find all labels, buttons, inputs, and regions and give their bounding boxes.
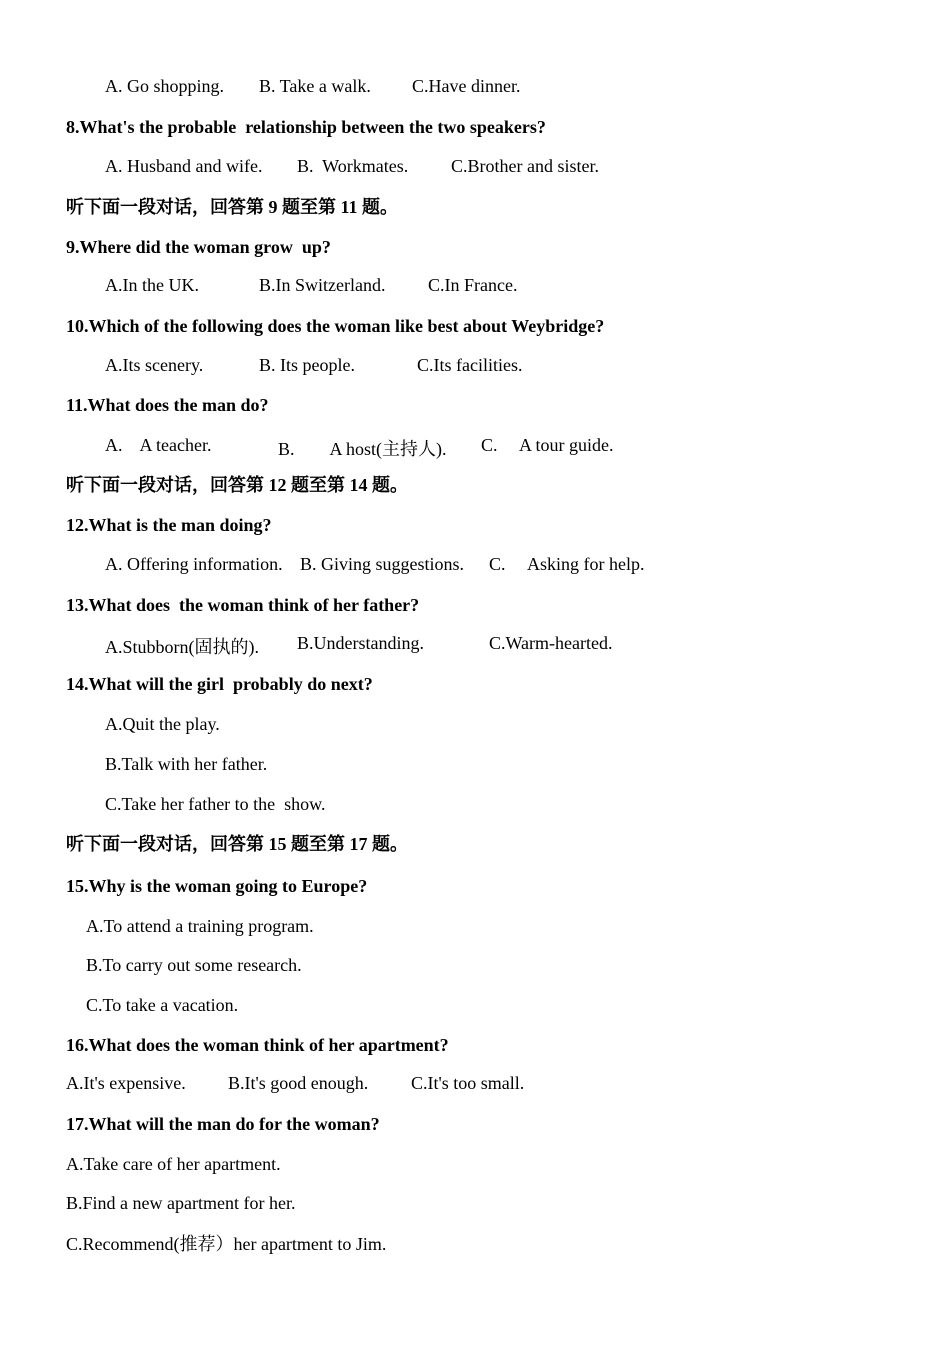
q16-option-a: A.It's expensive. (66, 1073, 186, 1093)
q10-option-c: C.Its facilities. (417, 355, 523, 375)
q13-option-c: C.Warm-hearted. (489, 633, 613, 653)
q9-option-b: B.In Switzerland. (259, 275, 386, 295)
q9-option-a: A.In the UK. (105, 275, 199, 295)
q9-option-c: C.In France. (428, 275, 518, 295)
q14-option-b: B.Talk with her father. (105, 754, 268, 774)
q11-question: 11.What does the man do? (66, 395, 269, 415)
q13-question: 13.What does the woman think of her father? (66, 595, 420, 615)
q14-question: 14.What will the girl probably do next? (66, 674, 373, 694)
q16-question: 16.What does the woman think of her apartment? (66, 1035, 449, 1055)
q10-option-b: B. Its people. (259, 355, 355, 375)
q11-option-b: B. A host(主持人). (278, 439, 447, 459)
q8-option-b: B. Workmates. (297, 156, 409, 176)
q12-option-b: B. Giving suggestions. (300, 554, 465, 574)
q10-question: 10.Which of the following does the woman like best about Weybridge? (66, 316, 605, 336)
q9-question: 9.Where did the woman grow up? (66, 237, 331, 257)
q15-question: 15.Why is the woman going to Europe? (66, 876, 368, 896)
section-heading-9-11: 听下面一段对话，回答第 9 题至第 11 题。 (66, 197, 399, 217)
q17-question: 17.What will the man do for the woman? (66, 1114, 380, 1134)
q13-option-b: B.Understanding. (297, 633, 424, 653)
q11-option-c: C. A tour guide. (481, 435, 614, 455)
q17-option-a: A.Take care of her apartment. (66, 1154, 281, 1174)
q17-option-b: B.Find a new apartment for her. (66, 1193, 296, 1213)
q8-option-a: A. Husband and wife. (105, 156, 263, 176)
section-heading-12-14: 听下面一段对话，回答第 12 题至第 14 题。 (66, 475, 408, 495)
q8-option-c: C.Brother and sister. (451, 156, 599, 176)
q11-option-a: A. A teacher. (105, 435, 212, 455)
q17-option-c: C.Recommend(推荐）her apartment to Jim. (66, 1234, 387, 1254)
q12-option-c: C. Asking for help. (489, 554, 645, 574)
q7-option-a: A. Go shopping. (105, 76, 225, 96)
q15-option-c: C.To take a vacation. (86, 995, 239, 1015)
q15-option-b: B.To carry out some research. (86, 955, 302, 975)
q10-option-a: A.Its scenery. (105, 355, 204, 375)
q13-option-a: A.Stubborn(固执的). (105, 637, 259, 657)
q8-question: 8.What's the probable relationship between the two speakers? (66, 117, 546, 137)
q14-option-c: C.Take her father to the show. (105, 794, 326, 814)
q12-option-a: A. Offering information. (105, 554, 283, 574)
q16-option-b: B.It's good enough. (228, 1073, 369, 1093)
q7-option-b: B. Take a walk. (259, 76, 371, 96)
q15-option-a: A.To attend a training program. (86, 916, 314, 936)
q7-option-c: C.Have dinner. (412, 76, 521, 96)
q12-question: 12.What is the man doing? (66, 515, 272, 535)
q14-option-a: A.Quit the play. (105, 714, 220, 734)
q16-option-c: C.It's too small. (411, 1073, 525, 1093)
section-heading-15-17: 听下面一段对话，回答第 15 题至第 17 题。 (66, 834, 408, 854)
